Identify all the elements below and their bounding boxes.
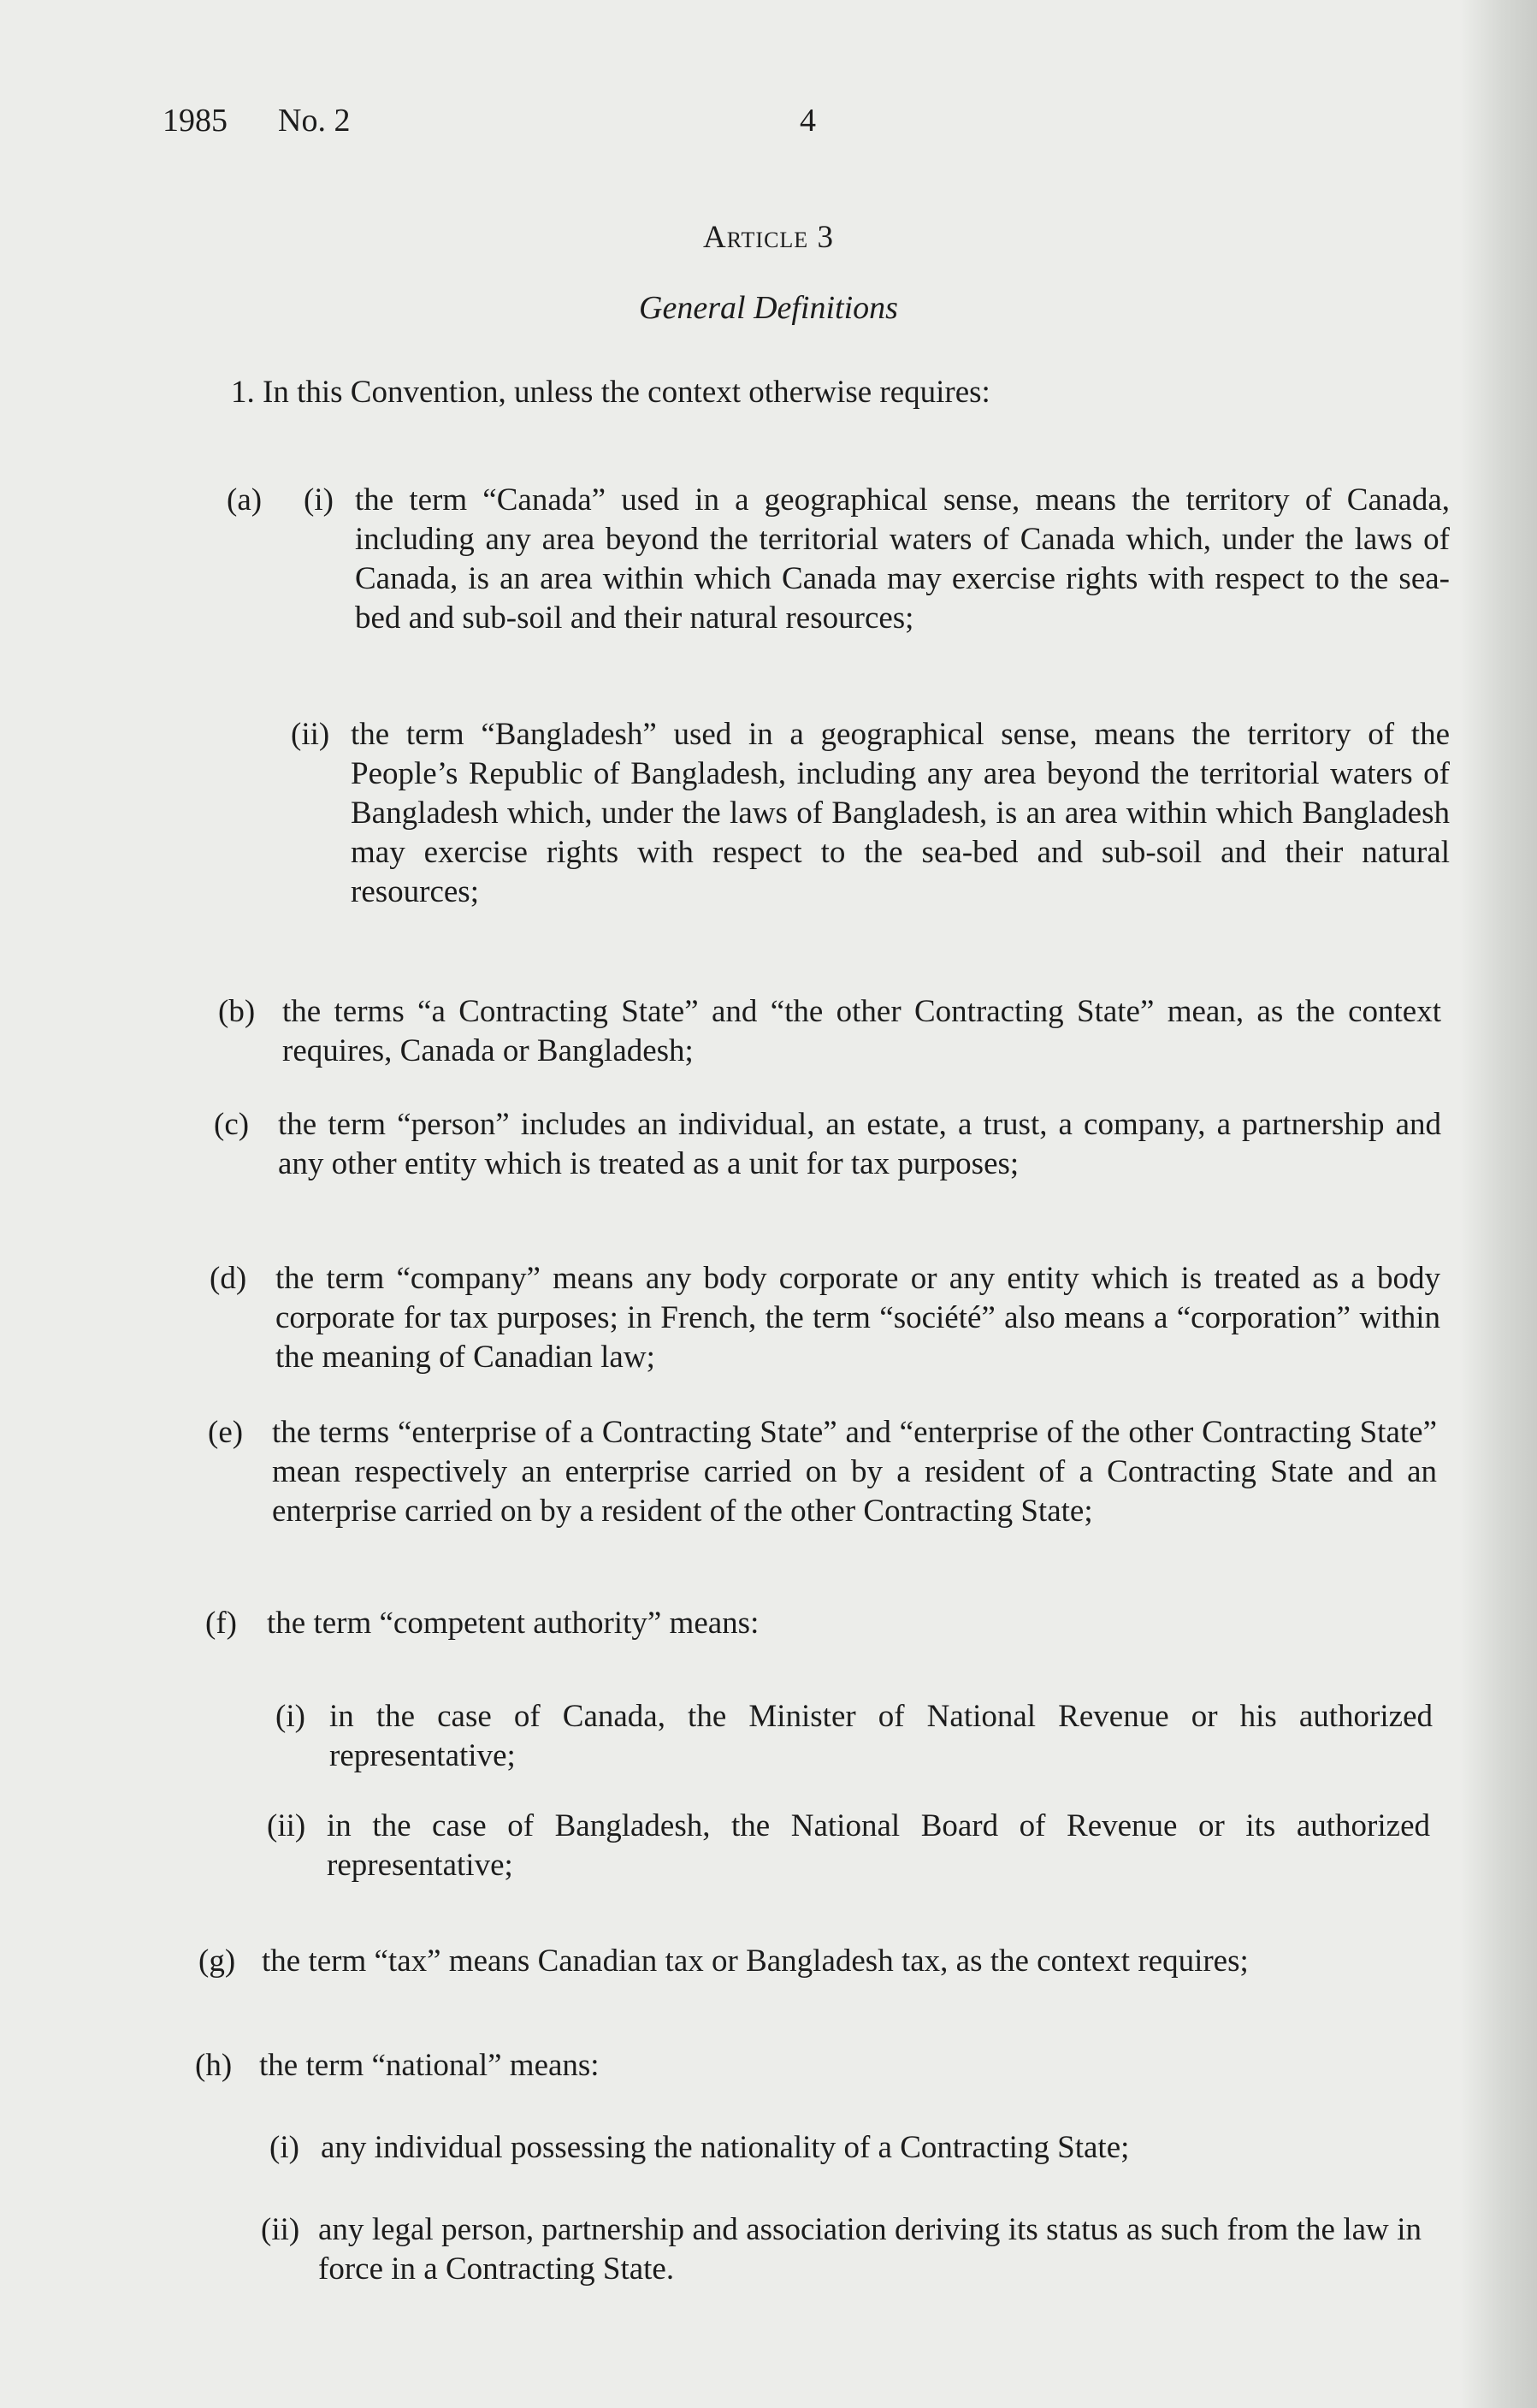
- intro-paragraph: 1. In this Convention, unless the context otherwise requires:: [231, 375, 990, 410]
- item-f-i-text: in the case of Canada, the Minister of National Revenue or his authorized representative;: [329, 1699, 1433, 1773]
- item-g-text: the term “tax” means Canadian tax or Bangladesh tax, as the context requires;: [262, 1944, 1249, 1979]
- item-b-text: the terms “a Contracting State” and “the other Contracting State” mean, as the context requires, Canada or Bangladesh;: [282, 994, 1441, 1068]
- item-a-ii-text: the term “Bangladesh” used in a geographical sense, means the territory of the People’s Republic of Bangladesh, including any area beyond the territorial waters of Bangladesh which, under the laws of Bangladesh, is an area within which Bangladesh may exercise rights with respect to the sea-bed and sub-soil and their natural resources;: [351, 717, 1450, 909]
- item-f-marker: (f): [205, 1606, 237, 1641]
- item-e-text: the terms “enterprise of a Contracting State” and “enterprise of the other Contracting State” mean respectively an enterprise carried on by a resident of a Contracting State and an enterprise carried on by a resident of the other Contracting State;: [272, 1415, 1437, 1529]
- item-f-ii-marker: (ii): [267, 1808, 306, 1843]
- item-h-ii-text: any legal person, partnership and association deriving its status as such from the law in force in a Contracting State.: [318, 2212, 1422, 2287]
- item-f-i-marker: (i): [275, 1699, 305, 1734]
- item-f-text: the term “competent authority” means:: [267, 1606, 760, 1641]
- header-number: No. 2: [278, 103, 351, 139]
- item-a-i-text: the term “Canada” used in a geographical sense, means the territory of Canada, including any area beyond the territorial waters of Canada which, under the laws of Canada, is an area within which Canada may exercise rights with respect to the sea-bed and sub-soil and their natural resources;: [355, 482, 1450, 636]
- item-d-text: the term “company” means any body corporate or any entity which is treated as a body corporate for tax purposes; in French, the term “société” also means a “corporation” within the meaning of Canadian law;: [275, 1261, 1440, 1375]
- article-title: Article 3: [703, 220, 834, 255]
- item-h-i-text: any individual possessing the nationality of a Contracting State;: [321, 2130, 1130, 2165]
- item-a-ii-marker: (ii): [291, 717, 330, 752]
- item-c-marker: (c): [214, 1107, 250, 1142]
- header-year: 1985: [163, 103, 228, 139]
- article-subtitle: General Definitions: [639, 290, 898, 326]
- item-h-i-marker: (i): [269, 2130, 299, 2165]
- item-h-marker: (h): [195, 2048, 233, 2083]
- item-a-marker: (a): [227, 482, 263, 518]
- item-f-ii-text: in the case of Bangladesh, the National Board of Revenue or its authorized representative;: [327, 1808, 1430, 1883]
- item-a-i-marker: (i): [304, 482, 334, 518]
- item-h-text: the term “national” means:: [259, 2048, 600, 2083]
- item-c-text: the term “person” includes an individual, an estate, a trust, a company, a partnership and any other entity which is treated as a unit for tax purposes;: [278, 1107, 1441, 1181]
- item-d-marker: (d): [210, 1261, 247, 1296]
- item-b-marker: (b): [218, 994, 256, 1029]
- item-e-marker: (e): [208, 1415, 244, 1450]
- page-spine-shadow: [1460, 0, 1537, 2408]
- item-g-marker: (g): [198, 1944, 236, 1979]
- page-number: 4: [800, 103, 816, 139]
- item-h-ii-marker: (ii): [261, 2212, 300, 2247]
